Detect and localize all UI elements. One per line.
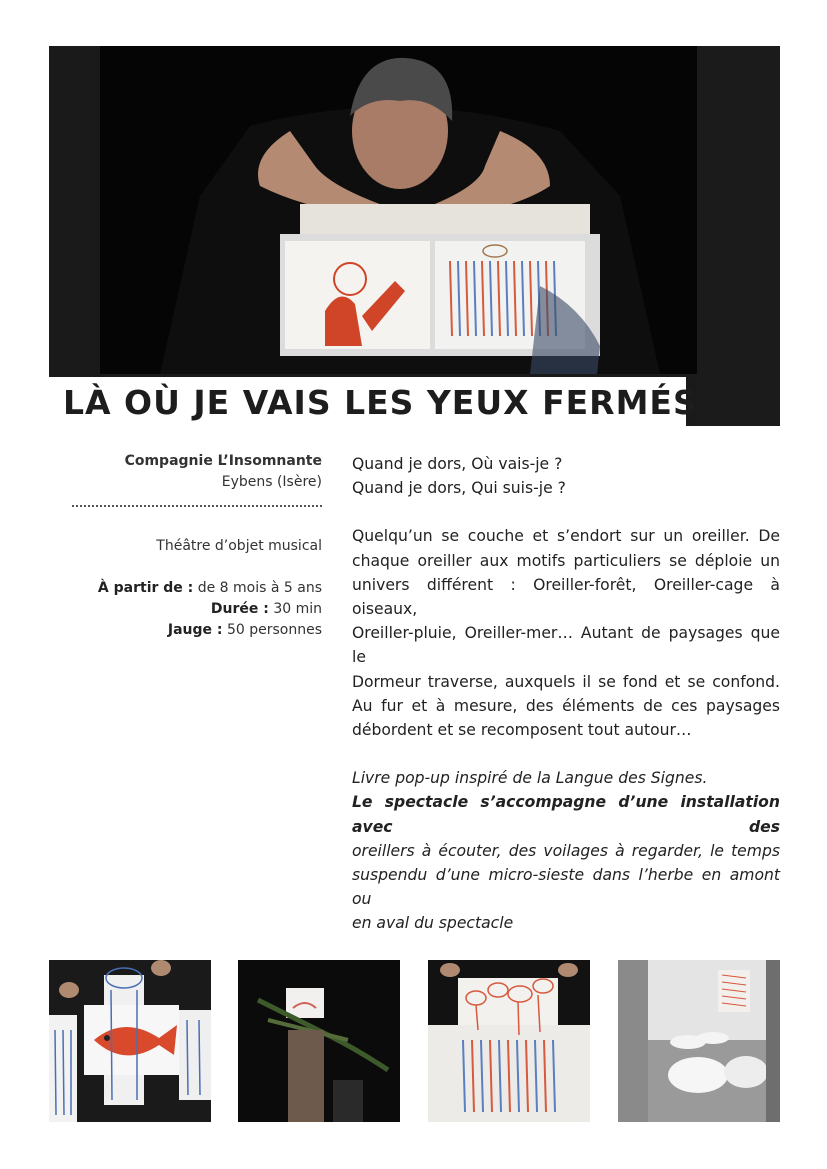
note-line: oreillers à écouter, des voilages à regarder, le temps — [352, 841, 780, 860]
cloud-rain-pop-up-photo — [428, 960, 590, 1122]
pillows-installation-photo — [618, 960, 780, 1122]
description-line: débordent et se recomposent tout autour… — [352, 721, 692, 740]
detail-duration — [211, 601, 322, 617]
detail-label: À partir de : — [97, 580, 194, 596]
performer-with-branches-photo — [238, 960, 400, 1122]
fish-pop-up-photo — [49, 960, 211, 1122]
company-name: Compagnie L’Insomnante — [124, 453, 322, 469]
description-line: Quelqu’un se couche et s’endort sur un oreiller. De — [352, 527, 780, 546]
intro-line: Quand je dors, Qui suis-je ? — [352, 479, 566, 498]
detail-label: Jauge : — [167, 622, 223, 638]
company-location: Eybens (Isère) — [221, 474, 322, 490]
hero-side-panel — [697, 46, 780, 426]
hero-photo — [49, 46, 780, 426]
note-bold-line: Le spectacle s’accompagne d’une installation avec des — [352, 793, 780, 836]
detail-label: Durée : — [210, 601, 269, 617]
detail-capacity — [168, 622, 322, 638]
detail-age — [98, 580, 322, 596]
description-line: Dormeur traverse, auxquels il se fond et se confond. — [352, 672, 780, 691]
note-line: suspendu d’une micro-sieste dans l’herbe en amont ou — [352, 866, 780, 909]
description-line: chaque oreiller aux motifs particuliers se déploie un — [352, 551, 780, 570]
dotted-divider — [72, 505, 322, 507]
detail-value: 30 min — [268, 601, 322, 617]
detail-value: 50 personnes — [222, 622, 322, 638]
description-column — [352, 452, 780, 936]
performer-illustration — [100, 46, 697, 374]
detail-value: de 8 mois à 5 ans — [193, 580, 322, 596]
intro-line: Quand je dors, Où vais-je ? — [352, 455, 563, 473]
genre: Théâtre d’objet musical — [156, 538, 322, 554]
description-line: univers différent : Oreiller-forêt, Oreiller-cage à oiseaux, — [352, 575, 780, 619]
description-line: Oreiller-pluie, Oreiller-mer… Autant de paysages que le — [352, 624, 780, 667]
note-line: Livre pop-up inspiré de la Langue des Signes. — [352, 769, 708, 788]
description-line: Au fur et à mesure, des éléments de ces paysages — [352, 696, 780, 715]
page-title: LÀ OÙ JE VAIS LES YEUX FERMÉS — [63, 383, 698, 422]
note-line: en aval du spectacle — [352, 914, 514, 933]
